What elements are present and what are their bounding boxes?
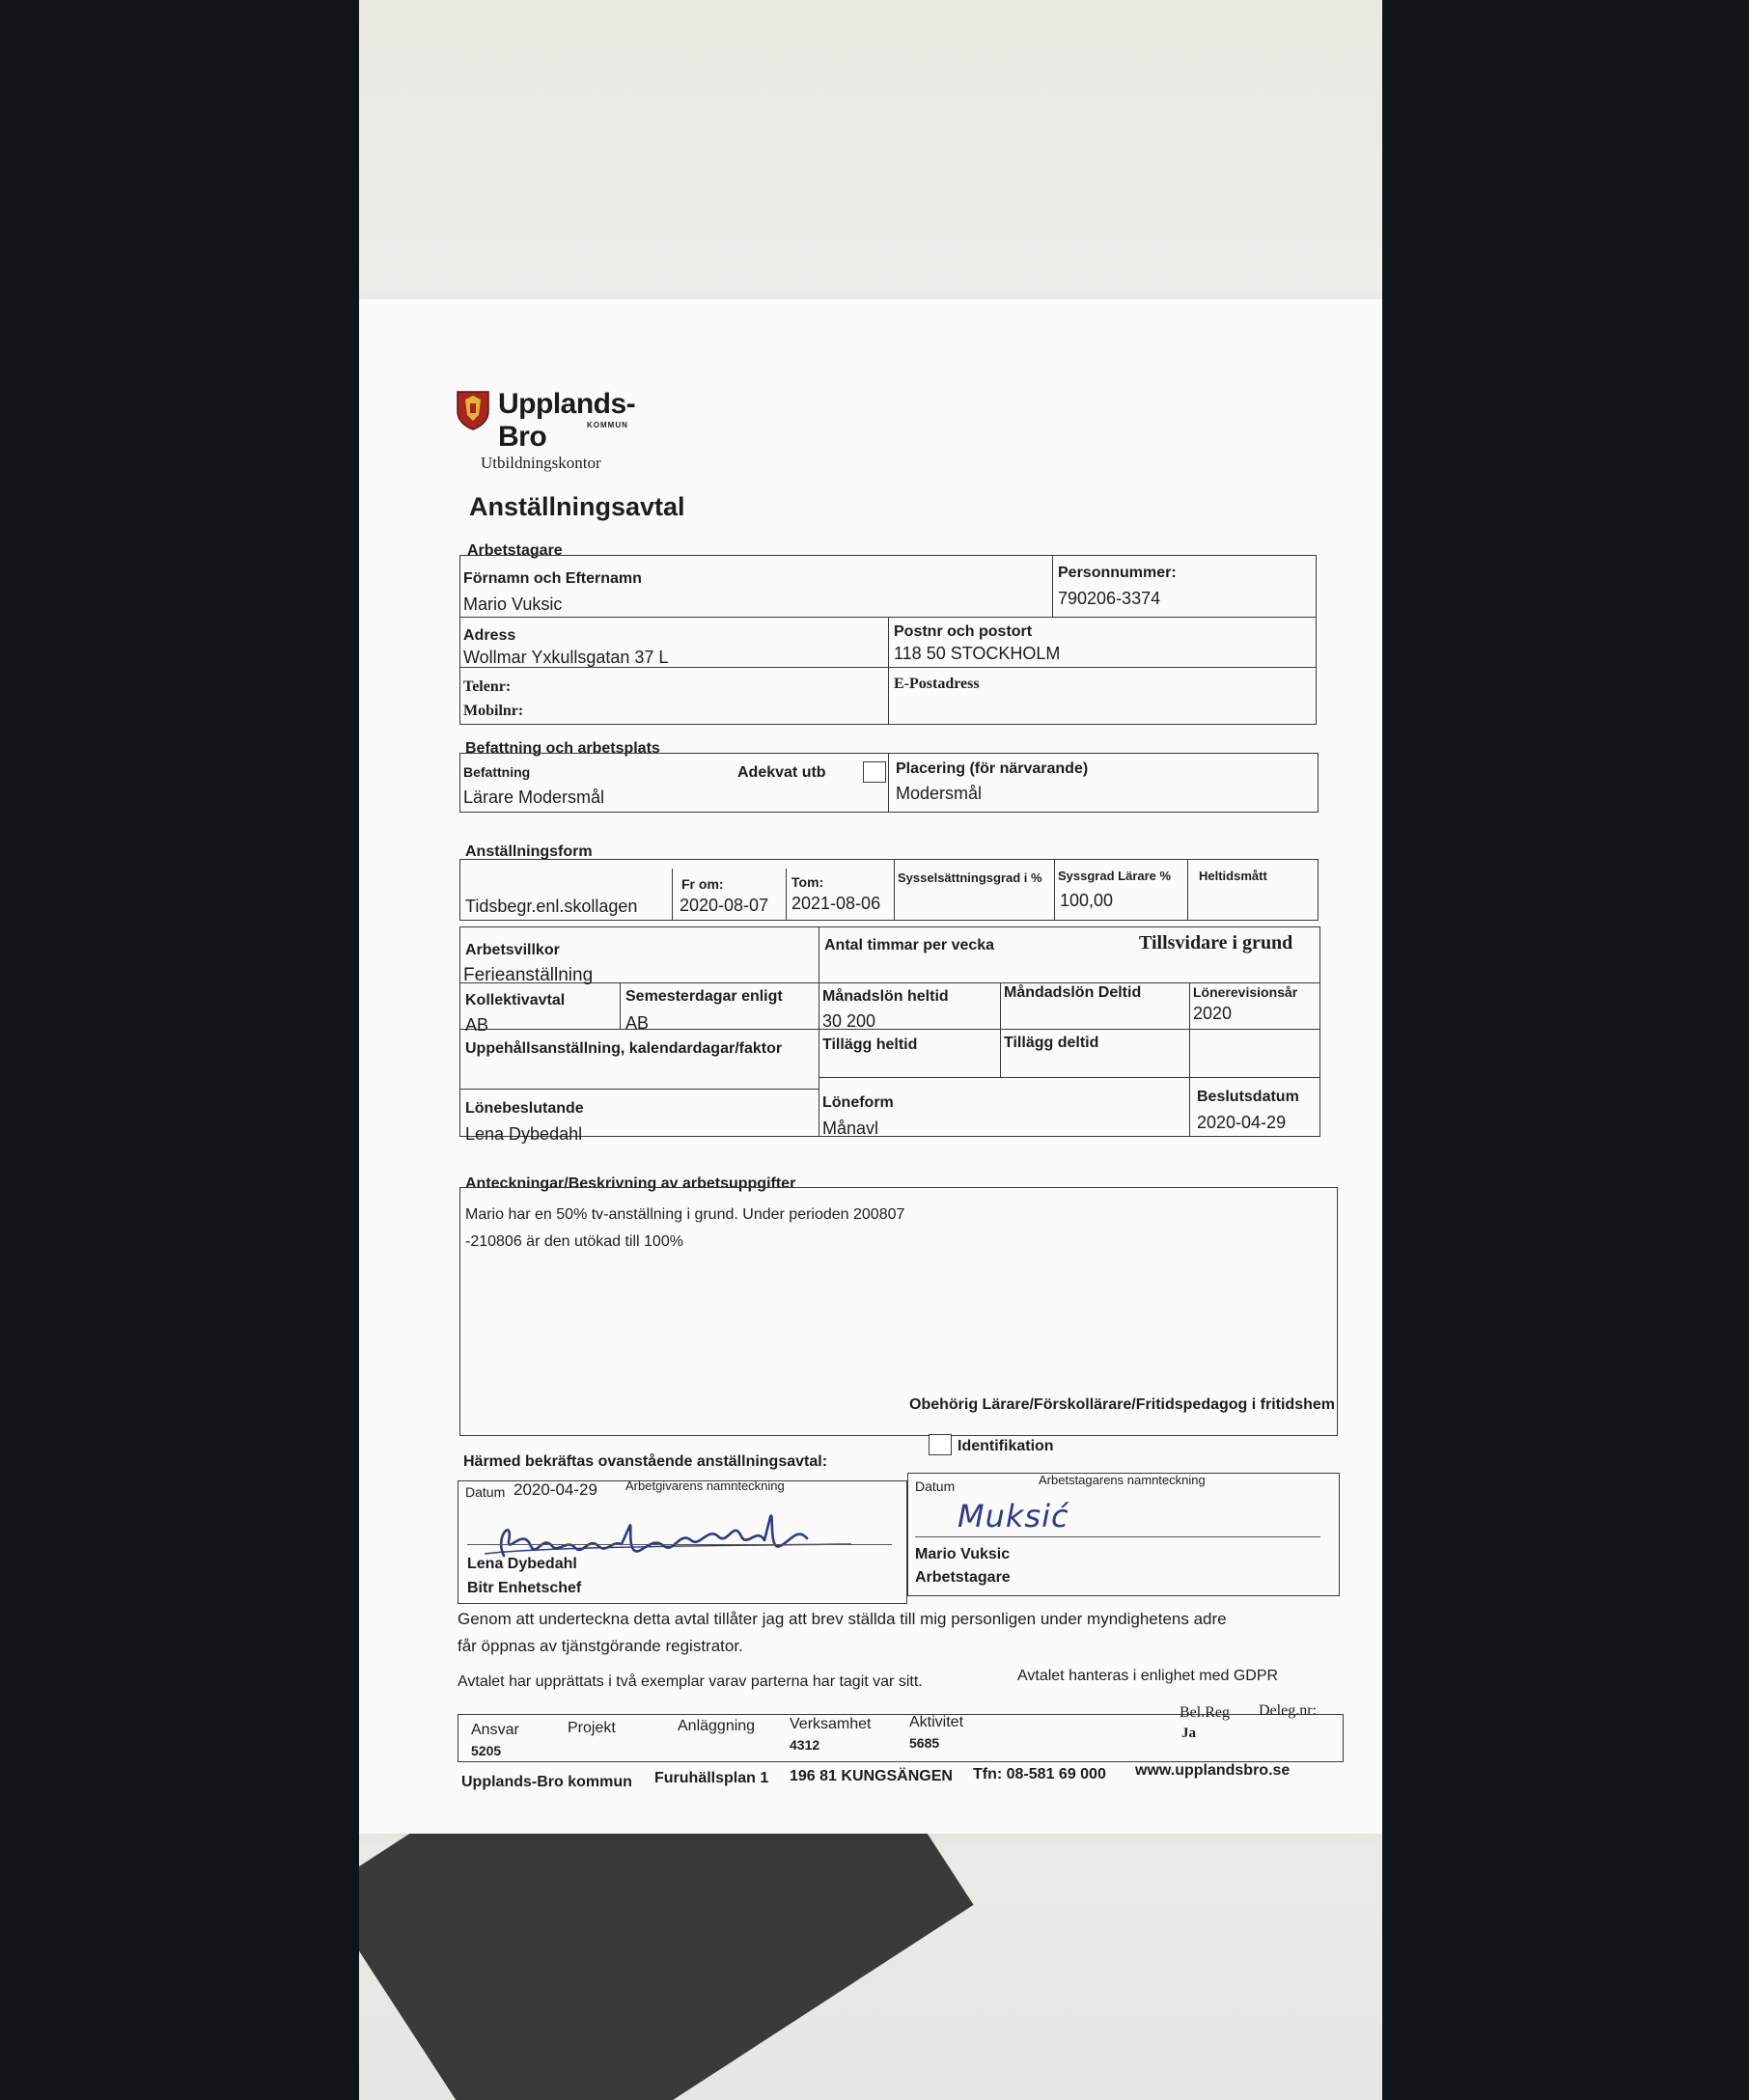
to-label: Tom:	[791, 874, 824, 890]
mobile-label: Mobilnr:	[463, 703, 524, 719]
projekt-label: Projekt	[568, 1720, 616, 1736]
employment-section-title: Anställningsform	[465, 843, 593, 860]
footer-street: Furuhällsplan 1	[654, 1770, 769, 1786]
document-photo	[359, 0, 1382, 2100]
decision-date-label: Beslutsdatum	[1197, 1089, 1299, 1105]
deleg-label: Deleg.nr:	[1259, 1702, 1317, 1719]
addon-part-label: Tillägg deltid	[1004, 1035, 1099, 1051]
brand-name: Upplands-Bro	[498, 388, 636, 453]
position-title-label: Befattning	[463, 764, 531, 780]
adequate-label: Adekvat utb	[737, 764, 826, 781]
ansvar-label: Ansvar	[471, 1722, 519, 1738]
notes-section-title: Anteckningar/Beskrivning av arbetsuppgifter	[465, 1175, 796, 1192]
vacation-value: AB	[625, 1013, 650, 1033]
employer-role: Bitr Enhetschef	[467, 1580, 582, 1596]
confirm-heading: Härmed bekräftas ovanstående anställningsavtal:	[463, 1453, 828, 1470]
pay-form-label: Löneform	[822, 1094, 894, 1111]
belreg-label: Bel.Reg	[1180, 1704, 1230, 1721]
salary-full-label: Månadslön heltid	[822, 988, 949, 1005]
employee-role: Arbetstagare	[915, 1569, 1011, 1586]
hours-label: Antal timmar per vecka	[824, 937, 995, 953]
footer-city: 196 81 KUNGSÄNGEN	[790, 1768, 953, 1784]
contract-page	[359, 299, 1382, 1834]
employee-signature-text: Muksić	[958, 1498, 1069, 1534]
postal-label: Postnr och postort	[894, 623, 1033, 640]
pnr-value: 790206-3374	[1058, 589, 1161, 608]
to-value: 2021-08-06	[791, 894, 881, 913]
decision-date-value: 2020-04-29	[1197, 1113, 1287, 1132]
identification-label: Identifikation	[958, 1438, 1054, 1454]
employer-date-label: Datum	[465, 1484, 506, 1500]
notes-line-2: -210806 är den utökad till 100%	[465, 1233, 683, 1250]
stay-label: Uppehållsanställning, kalendardagar/faktor	[465, 1040, 783, 1057]
revision-value: 2020	[1193, 1004, 1233, 1023]
footer-org: Upplands-Bro kommun	[461, 1774, 632, 1790]
teacher-degree-label: Syssgrad Lärare %	[1058, 869, 1172, 883]
from-value: 2020-08-07	[680, 896, 769, 915]
phone-label: Telenr:	[463, 678, 512, 695]
municipality-logo	[456, 388, 668, 453]
notes-footer: Obehörig Lärare/Förskollärare/Fritidspedagog i fritidshem	[909, 1396, 1335, 1413]
coat-of-arms-icon	[456, 390, 490, 430]
salary-full-value: 30 200	[822, 1011, 876, 1031]
address-label: Adress	[463, 627, 516, 644]
name-label: Förnamn och Efternamn	[463, 570, 642, 587]
adequate-checkbox[interactable]	[863, 761, 886, 783]
gdpr-note: Avtalet hanteras i enlighet med GDPR	[1017, 1668, 1279, 1684]
page-title: Anställningsavtal	[469, 492, 685, 521]
employee-section-title: Arbetstagare	[467, 542, 563, 559]
degree-label: Sysselsättningsgrad i %	[898, 870, 1042, 885]
footer-phone: Tfn: 08-581 69 000	[973, 1766, 1106, 1782]
employer-sig-label: Arbetgivarens namnteckning	[625, 1478, 785, 1493]
disclaimer-line-1: Genom att underteckna detta avtal tillåter jag att brev ställda till mig personligen under myndighetens adre	[458, 1610, 1227, 1628]
fulltime-label: Heltidsmått	[1199, 869, 1267, 883]
email-label: E-Postadress	[894, 676, 980, 692]
disclaimer-line-2: får öppnas av tjänstgörande registrator.	[458, 1637, 743, 1655]
salary-part-label: Måndadslön Deltid	[1004, 984, 1142, 1001]
placement-value: Modersmål	[896, 784, 983, 803]
agreement-value: AB	[465, 1015, 489, 1035]
conditions-label: Arbetsvillkor	[465, 942, 560, 958]
revision-label: Lönerevisionsår	[1193, 984, 1298, 1000]
teacher-degree-value: 100,00	[1060, 891, 1114, 910]
vacation-label: Semesterdagar enligt	[625, 988, 783, 1005]
address-value: Wollmar Yxkullsgatan 37 L	[463, 648, 669, 667]
identification-checkbox[interactable]	[929, 1434, 952, 1455]
aktivitet-value: 5685	[909, 1735, 940, 1751]
notes-line-1: Mario har en 50% tv-anställning i grund. Under perioden 200807	[465, 1206, 905, 1223]
agreement-label: Kollektivavtal	[465, 992, 566, 1009]
employer-signer: Lena Dybedahl	[467, 1556, 577, 1572]
disclaimer-line-3: Avtalet har upprättats i två exemplar varav parterna har tagit var sitt.	[458, 1673, 923, 1690]
employer-date-value: 2020-04-29	[514, 1480, 597, 1499]
name-value: Mario Vuksic	[463, 594, 563, 614]
temp-note: Tillsvidare i grund	[1139, 932, 1293, 953]
postal-value: 118 50 STOCKHOLM	[894, 644, 1061, 663]
position-section-title: Befattning och arbetsplats	[465, 740, 660, 757]
footer-web: www.upplandsbro.se	[1135, 1762, 1291, 1779]
decider-label: Lönebeslutande	[465, 1100, 584, 1117]
pnr-label: Personnummer:	[1058, 565, 1177, 581]
conditions-value: Ferieanställning	[463, 965, 594, 985]
employee-sig-label: Arbetstagarens namnteckning	[1039, 1473, 1206, 1487]
employee-date-label: Datum	[915, 1478, 956, 1494]
verksamhet-label: Verksamhet	[790, 1716, 872, 1732]
aktivitet-label: Aktivitet	[909, 1714, 964, 1730]
decider-value: Lena Dybedahl	[465, 1124, 583, 1144]
placement-label: Placering (för närvarande)	[896, 760, 1089, 777]
belreg-value: Ja	[1181, 1726, 1196, 1741]
ansvar-value: 5205	[471, 1743, 502, 1758]
position-title-value: Lärare Modersmål	[463, 788, 605, 807]
from-label: Fr om:	[681, 876, 724, 892]
employment-form-value: Tidsbegr.enl.skollagen	[465, 897, 638, 916]
employee-signer: Mario Vuksic	[915, 1546, 1011, 1562]
anlaggning-label: Anläggning	[678, 1718, 756, 1734]
pay-form-value: Månavl	[822, 1119, 879, 1138]
brand-sub: KOMMUN	[587, 421, 628, 429]
addon-full-label: Tillägg heltid	[822, 1036, 918, 1053]
verksamhet-value: 4312	[790, 1737, 820, 1753]
office-name: Utbildningskontor	[481, 454, 601, 472]
